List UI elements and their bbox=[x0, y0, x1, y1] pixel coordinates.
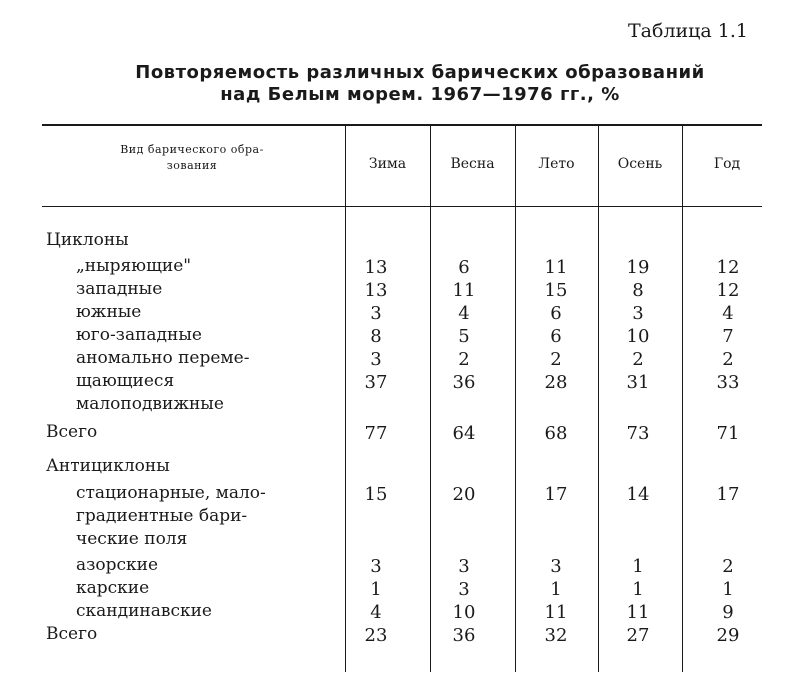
table-cell: 9 bbox=[722, 602, 734, 623]
table-cell: 32 bbox=[544, 625, 568, 646]
table-cell: 7 bbox=[722, 326, 734, 347]
table-cell: 37 bbox=[364, 372, 388, 393]
row-label: скандинавские bbox=[76, 601, 212, 621]
header-winter: Зима bbox=[368, 156, 407, 172]
row-label: малоподвижные bbox=[76, 394, 224, 414]
table-cell: 28 bbox=[544, 372, 568, 393]
table-cell: 36 bbox=[452, 372, 476, 393]
table-cell: 36 bbox=[452, 625, 476, 646]
table-cell: 3 bbox=[370, 556, 382, 577]
table-cell: 1 bbox=[550, 579, 562, 600]
col-divider bbox=[682, 126, 683, 672]
table-cell: 8 bbox=[632, 280, 644, 301]
table-cell: 2 bbox=[632, 349, 644, 370]
table-cell: 3 bbox=[458, 579, 470, 600]
table-cell: 3 bbox=[550, 556, 562, 577]
row-label: карские bbox=[76, 578, 150, 598]
table-cell: 11 bbox=[452, 280, 476, 301]
table-cell: 5 bbox=[458, 326, 470, 347]
row-label: Всего bbox=[46, 624, 98, 644]
table-cell: 19 bbox=[626, 257, 650, 278]
table-cell: 13 bbox=[364, 257, 388, 278]
table-cell: 10 bbox=[626, 326, 650, 347]
header-kind-line2: зования bbox=[166, 159, 218, 172]
header-autumn: Осень bbox=[617, 156, 663, 172]
table-cell: 17 bbox=[544, 484, 568, 505]
row-label: Всего bbox=[46, 422, 98, 442]
table-cell: 1 bbox=[632, 579, 644, 600]
title-line-1: Повторяемость различных барических образований bbox=[135, 62, 705, 83]
table-cell: 77 bbox=[364, 423, 388, 444]
table-cell: 8 bbox=[370, 326, 382, 347]
table-cell: 2 bbox=[722, 349, 734, 370]
table-cell: 4 bbox=[458, 303, 470, 324]
table-cell: 14 bbox=[626, 484, 650, 505]
table-cell: 15 bbox=[364, 484, 388, 505]
header-year: Год bbox=[713, 156, 741, 172]
row-label: западные bbox=[76, 279, 163, 299]
table-cell: 3 bbox=[370, 303, 382, 324]
table-cell: 29 bbox=[716, 625, 740, 646]
table-cell: 2 bbox=[550, 349, 562, 370]
table-cell: 6 bbox=[550, 326, 562, 347]
table-cell: 23 bbox=[364, 625, 388, 646]
header-kind bbox=[76, 142, 308, 174]
table-cell: 12 bbox=[716, 257, 740, 278]
row-label: щающиеся bbox=[76, 371, 175, 391]
table-cell: 64 bbox=[452, 423, 476, 444]
table-cell: 1 bbox=[370, 579, 382, 600]
row-label: юго-западные bbox=[76, 325, 202, 345]
table-cell: 33 bbox=[716, 372, 740, 393]
row-label: стационарные, мало- bbox=[76, 483, 266, 503]
row-label: южные bbox=[76, 302, 142, 322]
row-label: ческие поля bbox=[76, 529, 188, 549]
table-cell: 11 bbox=[544, 602, 568, 623]
table-cell: 2 bbox=[722, 556, 734, 577]
header-rule bbox=[42, 206, 762, 207]
table-cell: 4 bbox=[370, 602, 382, 623]
row-label: азорские bbox=[76, 555, 159, 575]
table-cell: 2 bbox=[458, 349, 470, 370]
top-rule bbox=[42, 124, 762, 126]
row-label: Циклоны bbox=[46, 230, 129, 250]
table-cell: 1 bbox=[632, 556, 644, 577]
header-spring: Весна bbox=[450, 156, 495, 172]
col-divider bbox=[515, 126, 516, 672]
table-cell: 73 bbox=[626, 423, 650, 444]
table-cell: 1 bbox=[722, 579, 734, 600]
table-cell: 3 bbox=[370, 349, 382, 370]
table-title bbox=[40, 62, 800, 106]
table-cell: 3 bbox=[458, 556, 470, 577]
table-cell: 11 bbox=[544, 257, 568, 278]
row-label: „ныряющие" bbox=[76, 256, 192, 276]
table-cell: 13 bbox=[364, 280, 388, 301]
table-cell: 6 bbox=[458, 257, 470, 278]
table-cell: 20 bbox=[452, 484, 476, 505]
row-label: Антициклоны bbox=[46, 456, 170, 476]
table-cell: 6 bbox=[550, 303, 562, 324]
col-divider bbox=[430, 126, 431, 672]
table-number: Таблица 1.1 bbox=[628, 20, 748, 42]
col-divider bbox=[598, 126, 599, 672]
table-cell: 3 bbox=[632, 303, 644, 324]
row-label: аномально переме- bbox=[76, 348, 250, 368]
header-kind-line1: Вид барического обра- bbox=[120, 143, 264, 156]
header-summer: Лето bbox=[538, 156, 575, 172]
table-cell: 17 bbox=[716, 484, 740, 505]
table-cell: 71 bbox=[716, 423, 740, 444]
table-cell: 12 bbox=[716, 280, 740, 301]
row-label: градиентные бари- bbox=[76, 506, 248, 526]
table-cell: 11 bbox=[626, 602, 650, 623]
table-cell: 31 bbox=[626, 372, 650, 393]
table-cell: 4 bbox=[722, 303, 734, 324]
table-cell: 68 bbox=[544, 423, 568, 444]
table-cell: 10 bbox=[452, 602, 476, 623]
table-cell: 27 bbox=[626, 625, 650, 646]
table-cell: 15 bbox=[544, 280, 568, 301]
title-line-2: над Белым морем. 1967—1976 гг., % bbox=[220, 84, 620, 105]
